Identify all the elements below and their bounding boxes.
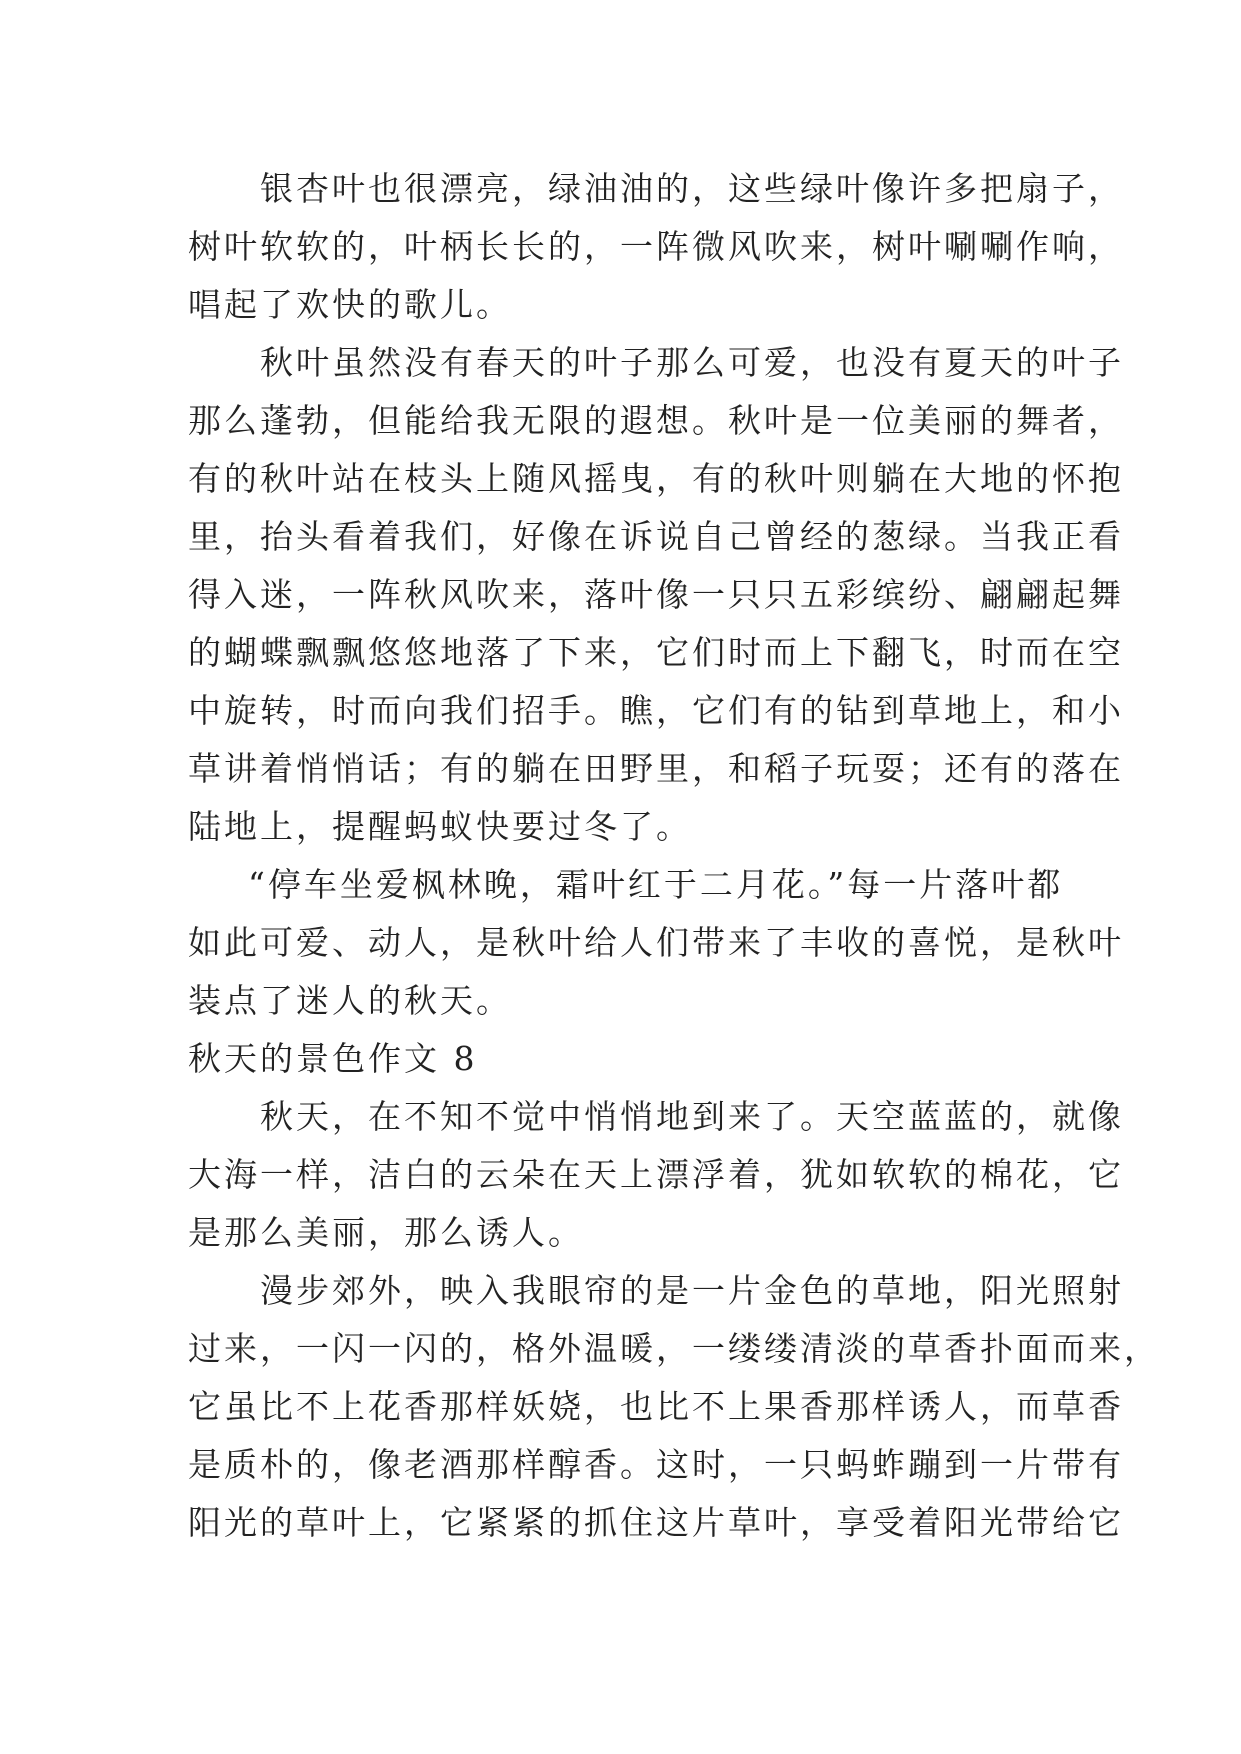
paragraph-line: 装点了迷人的秋天。 [188, 981, 512, 1020]
paragraph-line: 是质朴的，像老酒那样醇香。这时，一只蚂蚱蹦到一片带有 [188, 1445, 1124, 1484]
paragraph-line: 唱起了欢快的歌儿。 [188, 285, 512, 324]
paragraph-line: 中旋转，时而向我们招手。瞧，它们有的钻到草地上，和小 [188, 691, 1124, 730]
paragraph-line: 银杏叶也很漂亮，绿油油的，这些绿叶像许多把扇子， [260, 169, 1124, 208]
paragraph-line: 草讲着悄悄话；有的躺在田野里，和稻子玩耍；还有的落在 [188, 749, 1124, 788]
paragraph-line: 大海一样，洁白的云朵在天上漂浮着，犹如软软的棉花，它 [188, 1155, 1124, 1194]
paragraph-line: 有的秋叶站在枝头上随风摇曳，有的秋叶则躺在大地的怀抱 [188, 459, 1124, 498]
paragraph-line: “停车坐爱枫林晚，霜叶红于二月花。”每一片落叶都 [248, 865, 1064, 904]
paragraph-line: 它虽比不上花香那样妖娆，也比不上果香那样诱人，而草香 [188, 1387, 1124, 1426]
paragraph [188, 1088, 1124, 1262]
paragraph-line: 是那么美丽，那么诱人。 [188, 1213, 584, 1252]
paragraph-line: 过来，一闪一闪的，格外温暖，一缕缕清淡的草香扑面而来， [188, 1329, 1160, 1368]
paragraph-line: 阳光的草叶上，它紧紧的抓住这片草叶，享受着阳光带给它 [188, 1503, 1124, 1542]
paragraph [188, 1262, 1160, 1552]
paragraph-line: 漫步郊外，映入我眼帘的是一片金色的草地，阳光照射 [260, 1271, 1124, 1310]
paragraph [188, 160, 1124, 334]
paragraph-line: 树叶软软的，叶柄长长的，一阵微风吹来，树叶唰唰作响， [188, 227, 1124, 266]
paragraph [188, 856, 1124, 1030]
paragraph-line: 那么蓬勃，但能给我无限的遐想。秋叶是一位美丽的舞者， [188, 401, 1124, 440]
paragraph-line: 得入迷，一阵秋风吹来，落叶像一只只五彩缤纷、翩翩起舞 [188, 575, 1124, 614]
paragraph-line: 里，抬头看着我们，好像在诉说自己曾经的葱绿。当我正看 [188, 517, 1124, 556]
paragraph-line: 的蝴蝶飘飘悠悠地落了下来，它们时而上下翻飞，时而在空 [188, 633, 1124, 672]
paragraph-line: 如此可爱、动人，是秋叶给人们带来了丰收的喜悦，是秋叶 [188, 923, 1124, 962]
paragraph-line: 秋叶虽然没有春天的叶子那么可爱，也没有夏天的叶子 [260, 343, 1124, 382]
document-body [188, 160, 1160, 1552]
paragraph-line: 陆地上，提醒蚂蚁快要过冬了。 [188, 807, 692, 846]
paragraph-line: 秋天，在不知不觉中悄悄地到来了。天空蓝蓝的，就像 [260, 1097, 1124, 1136]
paragraph [188, 334, 1124, 856]
section-heading: 秋天的景色作文 8 [188, 1039, 478, 1078]
